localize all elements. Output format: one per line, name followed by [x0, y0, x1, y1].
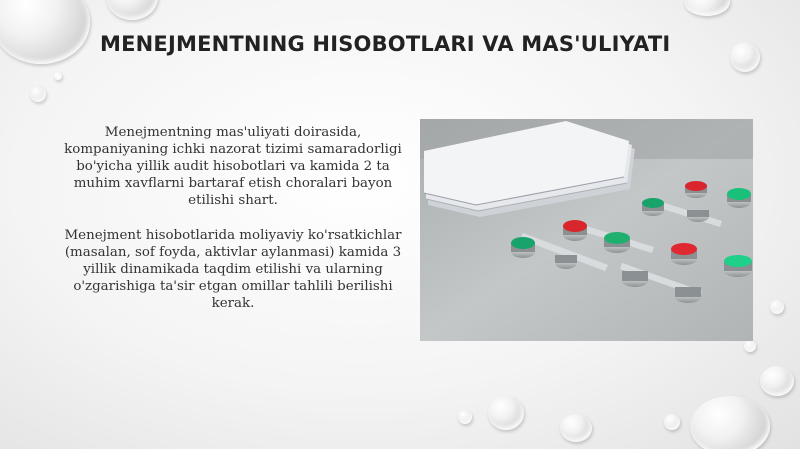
red-button — [563, 220, 587, 241]
water-drop — [106, 0, 158, 20]
green-button — [727, 188, 751, 208]
green-button — [604, 232, 630, 253]
red-button — [671, 243, 697, 265]
green-button — [622, 271, 648, 287]
green-button — [511, 237, 535, 258]
water-drop — [458, 410, 472, 424]
green-button — [642, 198, 664, 216]
water-drop — [488, 396, 524, 430]
red-button — [685, 181, 707, 198]
water-drop — [684, 0, 730, 16]
water-drop — [690, 396, 770, 449]
control-panel-photo — [420, 119, 753, 341]
water-drop — [760, 366, 794, 396]
water-drop — [30, 86, 46, 102]
red-button — [687, 210, 709, 222]
water-drop — [54, 72, 62, 80]
water-drop — [744, 340, 756, 352]
water-drop — [560, 414, 592, 442]
body-text — [52, 124, 414, 330]
paragraph-financial-indicators: Menejment hisobotlarida moliyaviy ko'rsatkichlar (masalan, sof foyda, aktivlar aylanmasi) kamida 3 yillik dinamikada taqdim etilishi va ularning o'zgarishiga ta'sir etgan omillar tahlili berilishi kerak. — [64, 228, 402, 311]
water-drop — [664, 414, 680, 430]
red-button — [555, 255, 577, 269]
slide-title: MENEJMENTNING HISOBOTLARI VA MAS'ULIYATI — [100, 32, 671, 56]
paragraph-internal-control: Menejmentning mas'uliyati doirasida, kompaniyaning ichki nazorat tizimi samaradorligi bo'yicha yillik audit hisobotlari va kamida 2 ta muhim xavflarni bartaraf etish choralari bayon etilishi shart. — [64, 125, 402, 208]
red-button — [675, 287, 701, 303]
green-button — [724, 255, 752, 277]
water-drop — [0, 0, 90, 64]
water-drop — [770, 300, 784, 314]
